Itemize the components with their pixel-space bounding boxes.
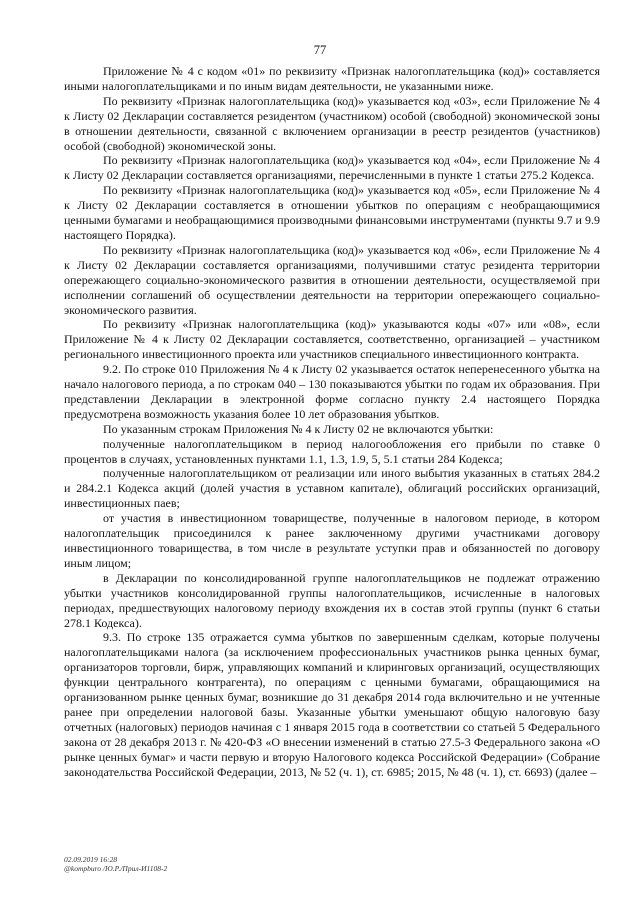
page-number: 77 <box>313 43 327 57</box>
footer-date: 02.09.2019 16:28 <box>64 855 118 864</box>
paragraph-code-04: По реквизиту «Признак налогоплательщика (код)» указывается код «04», если Приложение № 4 к Листу 02 Декларации составляется организациями, перечисленными в пункте 1 статьи 275.2 Кодекса. <box>64 153 600 183</box>
footer-source: @kompburo /Ю.Р./Прил-И1108-2 <box>64 864 168 873</box>
paragraph-code-06: По реквизиту «Признак налогоплательщика (код)» указывается код «06», если Приложение № 4 к Листу 02 Декларации составляется организациями, получившими статус резидента территории опережающего социально-экономического развития в отношении деятельности, осуществляемой при исполнении соглашений об осуществлении деятельности на территории опережающего социально-экономического развития. <box>64 242 600 317</box>
list-item-investment-partnership: от участия в инвестиционном товариществе, полученные в налоговом периоде, в котором налогоплательщик присоединился к ранее заключенному другими участниками договору инвестиционного товарищества, в том числе в результате уступки прав и обязанностей по договору иным лицом; <box>64 511 600 570</box>
paragraph-form-code-01: Приложение № 4 с кодом «01» по реквизиту «Признак налогоплательщика (код)» составляется иными налогоплательщиками и по иным видам деятельности, не указанными ниже. <box>64 64 600 93</box>
paragraph-excluded-losses-intro: По указанным строкам Приложения № 4 к Листу 02 не включаются убытки: <box>103 421 494 436</box>
paragraph-section-9-2: 9.2. По строке 010 Приложения № 4 к Листу 02 указывается остаток неперенесенного убытка на начало налогового периода, а по строкам 040 – 130 показываются убытки по годам их образования. При представлении Декларации в электронной форме согласно пункту 2.4 настоящего Порядка предусмотрена возможность указания более 10 лет образования убытков. <box>64 362 600 421</box>
paragraph-section-9-3: 9.3. По строке 135 отражается сумма убытков по завершенным сделкам, которые получены налогоплательщиками налога (за исключением профессиональных участников рынка ценных бумаг, организаторов торговли, бирж, управляющих компаний и клиринговых организаций, осуществляющих функции центрального контрагента), по операциям с ценными бумагами, обращающимися на организованном рынке ценных бумаг, возникшие до 31 декабря 2014 года включительно и не учтенные ранее при определении налоговой базы. Указанные убытки уменьшают общую налоговую базу отчетных (налоговых) периодов начиная с 1 января 2015 года в соответствии со статьей 5 Федерального закона от 28 декабря 2013 г. № 420-ФЗ «О внесении изменений в статью 27.5-3 Федерального закона «О рынке ценных бумаг» и части первую и вторую Налогового кодекса Российской Федерации» (Собрание законодательства Российской Федерации, 2013, № 52 (ч. 1), ст. 6985; 2015, № 48 (ч. 1), ст. 6693) (далее – <box>64 630 600 779</box>
document-footer <box>64 855 167 873</box>
list-item-shares-disposal: полученные налогоплательщиком от реализации или иного выбытия указанных в статьях 284.2 и 284.2.1 Кодекса акций (долей участия в уставном капитале), облигаций российских организаций, инвестиционных паев; <box>64 466 600 511</box>
paragraph-code-03: По реквизиту «Признак налогоплательщика (код)» указывается код «03», если Приложение № 4 к Листу 02 Декларации составляется резидентом (участником) особой (свободной) экономической зоны в отношении деятельности, связанной с включением организации в реестр резидентов (участников) особой (свободной) экономической зоны. <box>64 93 600 153</box>
paragraph-code-07-08: По реквизиту «Признак налогоплательщика (код)» указываются коды «07» или «08», если Приложение № 4 к Листу 02 Декларации составляется, соответственно, организацией – участником регионального инвестиционного проекта или участников специального инвестиционного контракта. <box>64 317 600 362</box>
paragraph-code-05: По реквизиту «Признак налогоплательщика (код)» указывается код «05», если Приложение № 4 к Листу 02 Декларации составляется в отношении убытков по операциям с необращающимися ценными бумагами и необращающимися производными финансовыми инструментами (пункты 9.7 и 9.9 настоящего Порядка). <box>64 183 600 242</box>
list-item-consolidated-group: в Декларации по консолидированной группе налогоплательщиков не подлежат отражению убытки участников консолидированной группы налогоплательщиков, исчисленные в налоговых периодах, предшествующих налоговому периоду вхождения их в состав этой группы (пункт 6 статьи 278.1 Кодекса). <box>64 570 600 630</box>
document-body <box>64 64 600 780</box>
list-item-zero-rate: полученные налогоплательщиком в период налогообложения его прибыли по ставке 0 процентов в случаях, установленных пунктами 1.1, 1.3, 1.9, 5, 5.1 статьи 284 Кодекса; <box>64 436 600 466</box>
